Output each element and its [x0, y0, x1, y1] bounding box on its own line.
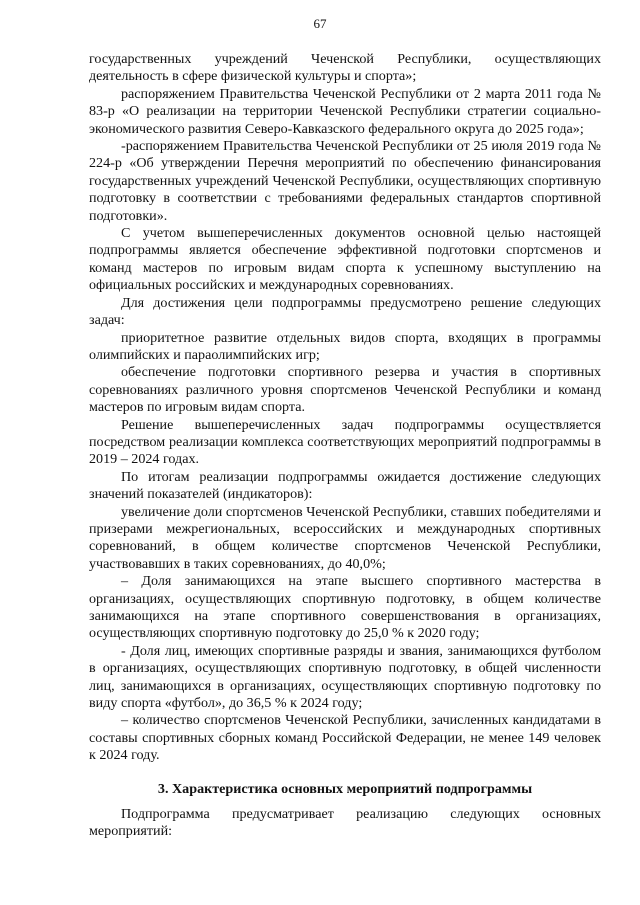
body-paragraph: государственных учреждений Чеченской Республики, осуществляющих деятельность в сфере физической культуры и спорта»; — [89, 51, 601, 85]
body-paragraph: По итогам реализации подпрограммы ожидается достижение следующих значений показателей (индикаторов): — [89, 468, 601, 503]
body-paragraph: -распоряжением Правительства Чеченской Республики от 25 июля 2019 года № 224-р «Об утверждении Перечня мероприятий по обеспечению финансирования государственных учреждений Чеченской Республики, осуществляющих спортивную подготовку в соответствии с требованиями федеральных стандартов спортивной подготовки». — [89, 138, 601, 224]
indicator-item: – Доля занимающихся на этапе высшего спортивного мастерства в организациях, осуществляющих спортивную подготовку, в общем количестве занимающихся на этапе спортивного совершенствования в организациях, осуществляющих спортивную подготовку до 25,0 % к 2020 году; — [89, 573, 601, 642]
list-item: обеспечение подготовки спортивного резерва и участия в спортивных соревнованиях различного уровня спортсменов Чеченской Республики и команд мастеров по игровым видам спорта. — [89, 364, 601, 416]
body-paragraph: Для достижения цели подпрограммы предусмотрено решение следующих задач: — [89, 294, 601, 329]
indicator-item: увеличение доли спортсменов Чеченской Республики, ставших победителями и призерами межрегиональных, всероссийских и международных спортивных соревнований, в общем количестве спортсменов Чеченской Республики, участвовавших в таких соревнованиях, до 40,0%; — [89, 503, 601, 572]
page-number: 67 — [313, 16, 327, 31]
list-item: приоритетное развитие отдельных видов спорта, входящих в программы олимпийских и параолимпийских игр; — [89, 329, 601, 363]
indicator-item: – количество спортсменов Чеченской Республики, зачисленных кандидатами в составы спортивных сборных команд Российской Федерации, не менее 149 человек к 2024 году. — [89, 712, 601, 764]
document-body — [89, 51, 601, 841]
indicator-item: - Доля лиц, имеющих спортивные разряды и звания, занимающихся футболом в организациях, осуществляющих спортивную подготовку, в общей численности лиц, занимающихся в организациях, осуществляющих спортивную подготовку по виду спорта «футбол», до 36,5 % к 2024 году; — [89, 642, 601, 712]
body-paragraph: С учетом вышеперечисленных документов основной целью настоящей подпрограммы является обеспечение эффективной подготовки спортсменов и команд мастеров по игровым видам спорта к успешному выступлению на официальных российских и международных соревнованиях. — [89, 225, 601, 294]
body-paragraph: распоряжением Правительства Чеченской Республики от 2 марта 2011 года № 83-р «О реализации на территории Чеченской Республики стратегии социально-экономического развития Северо-Кавказского федерального округа до 2025 года»; — [89, 85, 601, 137]
body-paragraph: Решение вышеперечисленных задач подпрограммы осуществляется посредством реализации комплекса соответствующих мероприятий подпрограммы в 2019 – 2024 годах. — [89, 416, 601, 468]
body-paragraph: Подпрограмма предусматривает реализацию следующих основных мероприятий: — [89, 806, 601, 840]
section-heading: 3. Характеристика основных мероприятий подпрограммы — [157, 780, 533, 797]
